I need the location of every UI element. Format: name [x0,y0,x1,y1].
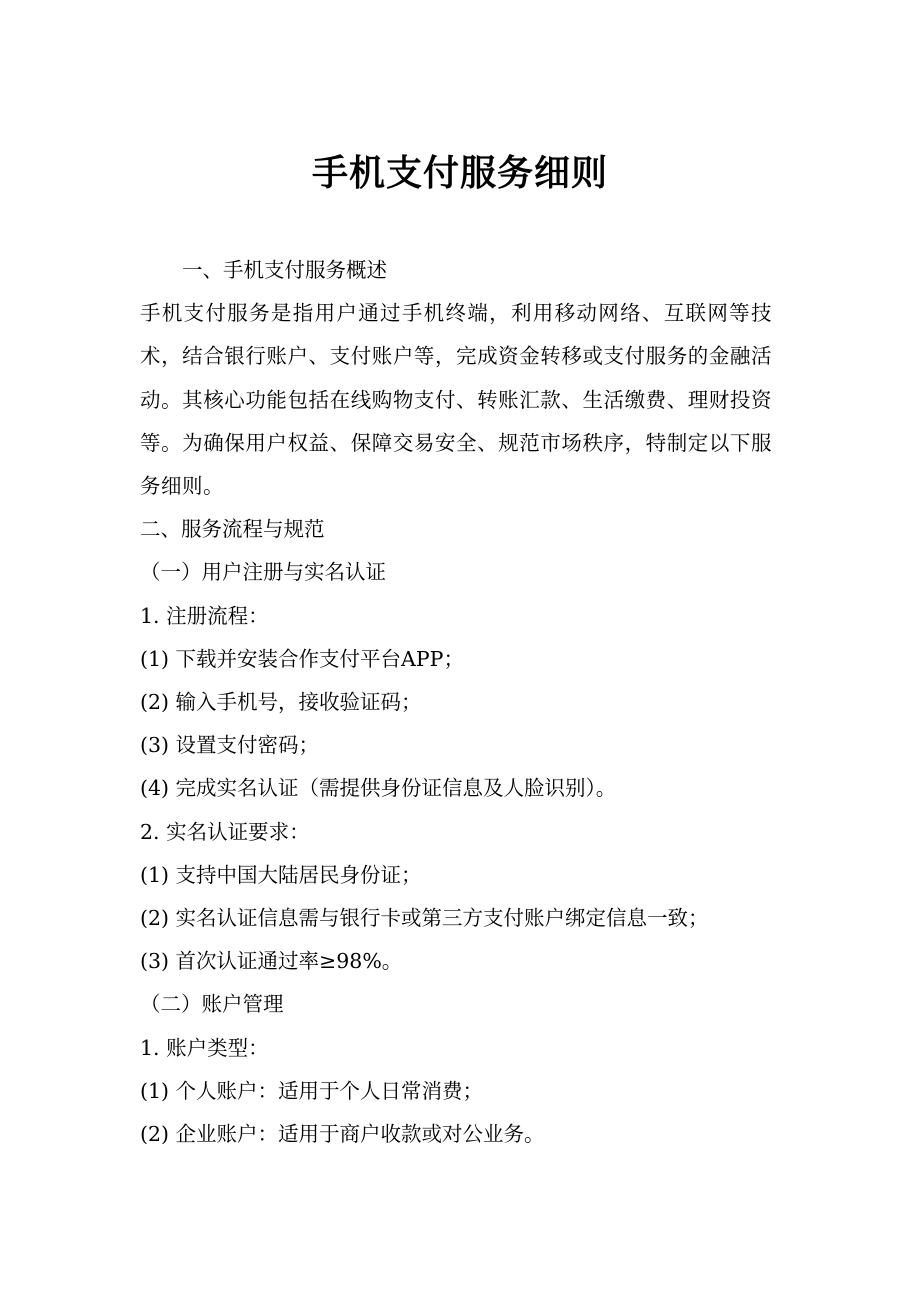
list-item: (3) 首次认证通过率≥98%。 [140,949,403,974]
list-item: (3) 设置支付密码； [140,733,320,758]
subsection-heading-registration: （一）用户注册与实名认证 [140,560,386,585]
section-heading-overview: 一、手机支付服务概述 [182,258,387,282]
list-heading-account-types: 1. 账户类型： [140,1035,269,1060]
section-heading-process: 二、服务流程与规范 [140,517,325,542]
document-body [140,249,772,1156]
list-item: (1) 支持中国大陆居民身份证； [140,862,422,887]
list-heading-verification-requirements: 2. 实名认证要求： [140,819,310,844]
list-item: (1) 个人账户：适用于个人日常消费； [140,1078,484,1103]
subsection-heading-account-management: （二）账户管理 [140,992,284,1017]
list-item: (4) 完成实名认证（需提供身份证信息及人脸识别）。 [140,776,617,801]
list-item: (1) 下载并安装合作支付平台APP； [140,646,464,671]
list-item: (2) 输入手机号，接收验证码； [140,690,422,715]
list-heading-registration-flow: 1. 注册流程： [140,603,269,628]
list-item: (2) 企业账户：适用于商户收款或对公业务。 [140,1122,545,1147]
document-title: 手机支付服务细则 [311,153,608,194]
overview-paragraph: 手机支付服务是指用户通过手机终端，利用移动网络、互联网等技术，结合银行账户、支付账户等，完成资金转移或支付服务的金融活动。其核心功能包括在线购物支付、转账汇款、生活缴费、理财投资等。为确保用户权益、保障交易安全、规范市场秩序，特制定以下服务细则。 [140,301,772,499]
list-item: (2) 实名认证信息需与银行卡或第三方支付账户绑定信息一致； [140,906,709,931]
